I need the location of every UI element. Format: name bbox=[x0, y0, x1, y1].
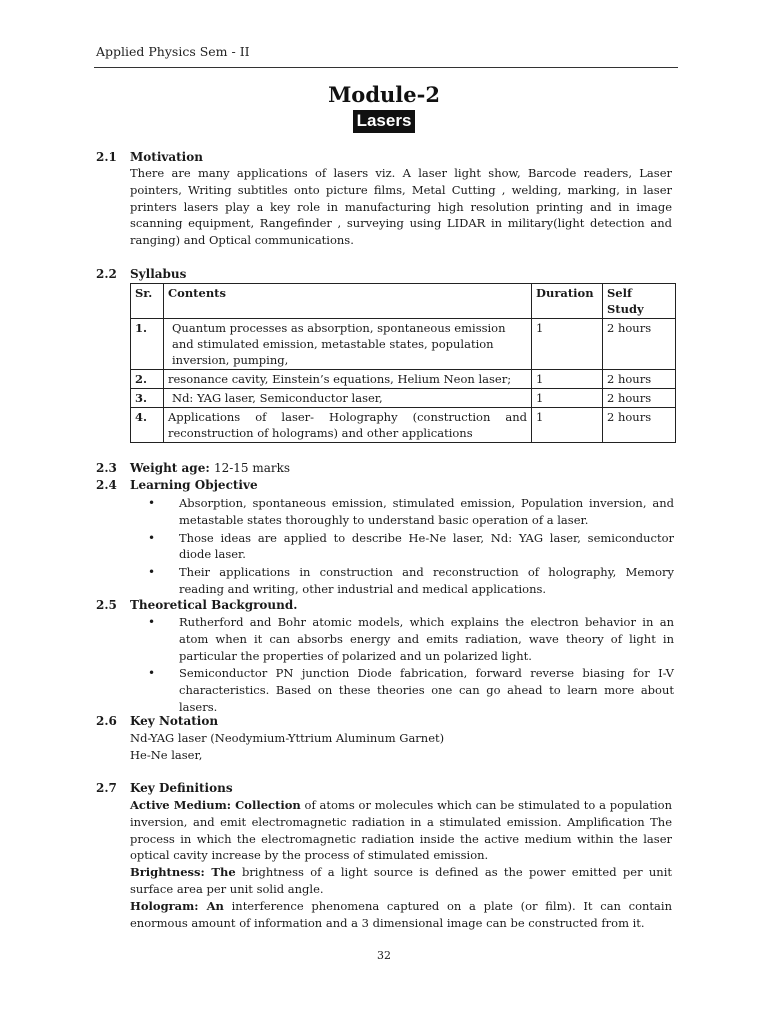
table-cell-sr: 3. bbox=[131, 389, 164, 408]
section-number: 2.4 bbox=[96, 478, 117, 492]
list-item bbox=[130, 564, 674, 598]
list-item bbox=[130, 665, 674, 715]
definitions-block bbox=[130, 797, 672, 931]
definition-text: brightness of a light source is defined as the power emitted per unit surface area per unit solid angle. bbox=[130, 865, 672, 896]
module-title: Module-2 bbox=[328, 82, 440, 107]
section-title-motivation: Motivation bbox=[130, 150, 203, 164]
bullet-icon: • bbox=[148, 496, 156, 510]
table-cell-sr: 2. bbox=[131, 370, 164, 389]
table-header: Sr. bbox=[131, 284, 164, 319]
list-item-text: Rutherford and Bohr atomic models, which explains the electron behavior in an atom when it can absorbs energy and emits radiation, wave theory of light in particular the properties of polarized and un polarized light. bbox=[179, 615, 674, 663]
page-number: 32 bbox=[377, 949, 391, 962]
table-cell-duration: 1 bbox=[532, 319, 603, 370]
section-number: 2.7 bbox=[96, 781, 117, 795]
section-number: 2.6 bbox=[96, 714, 117, 728]
chapter-banner: Lasers bbox=[353, 110, 416, 133]
section-number: 2.2 bbox=[96, 267, 117, 281]
section-number: 2.1 bbox=[96, 150, 117, 164]
table-cell-duration: 1 bbox=[532, 389, 603, 408]
weightage-label: Weight age: bbox=[130, 461, 210, 475]
section-weightage bbox=[130, 461, 290, 475]
section-number: 2.5 bbox=[96, 598, 117, 612]
list-item bbox=[130, 530, 674, 564]
table-row bbox=[131, 370, 676, 389]
table-header: Duration bbox=[532, 284, 603, 319]
definition-text: interference phenomena captured on a plate (or film). It can contain enormous amount of information and a 3 dimensional image can be constructed from it. bbox=[130, 898, 672, 930]
table-header: Self Study bbox=[603, 284, 676, 319]
table-cell-sr: 1. bbox=[131, 319, 164, 370]
table-cell-contents: Applications of laser- Holography (construction and reconstruction of holograms) and other applications bbox=[164, 408, 532, 443]
section-title-syllabus: Syllabus bbox=[130, 267, 187, 281]
syllabus-table bbox=[130, 283, 676, 443]
section-title-key-notation: Key Notation bbox=[130, 714, 219, 728]
learning-objective-list bbox=[130, 495, 674, 599]
table-cell-self-study: 2 hours bbox=[603, 408, 676, 443]
bullet-icon: • bbox=[148, 565, 156, 580]
table-row bbox=[131, 389, 676, 408]
notation-line: Nd-YAG laser (Neodymium-Yttrium Aluminum Garnet) bbox=[130, 731, 445, 745]
table-cell-self-study: 2 hours bbox=[603, 389, 676, 408]
motivation-text: There are many applications of lasers viz. A laser light show, Barcode readers, Laser pointers, Writing subtitles onto picture films, Metal Cutting , welding, marking, in laser printers lasers play a key role in manufacturing high resolution printing and in image scanning equipment, Rangefinder , surveying using LIDAR in military(light detection and ranging) and Optical communications. bbox=[130, 166, 672, 248]
list-item bbox=[130, 614, 674, 664]
weightage-value: 12-15 marks bbox=[213, 461, 291, 475]
chapter-banner-wrap bbox=[0, 110, 768, 133]
bullet-icon: • bbox=[148, 666, 156, 681]
definition-term: Brightness: The bbox=[130, 865, 236, 880]
bullet-icon: • bbox=[148, 615, 156, 629]
table-header: Contents bbox=[164, 284, 532, 319]
list-item-text: Absorption, spontaneous emission, stimulated emission, Population inversion, and metastable states thoroughly to understand basic operation of a laser. bbox=[179, 496, 674, 527]
section-title-theoretical-background: Theoretical Background. bbox=[130, 598, 298, 612]
header-rule bbox=[94, 67, 678, 68]
definition-item bbox=[130, 864, 672, 898]
definition-item bbox=[130, 898, 672, 932]
section-title-key-definitions: Key Definitions bbox=[130, 781, 233, 795]
list-item-text: Their applications in construction and reconstruction of holography, Memory reading and writing, other industrial and medical applications. bbox=[179, 565, 674, 596]
table-row bbox=[131, 408, 676, 443]
table-cell-sr: 4. bbox=[131, 408, 164, 443]
table-cell-contents: resonance cavity, Einstein’s equations, Helium Neon laser; bbox=[164, 370, 532, 389]
definition-term: Hologram: An bbox=[130, 898, 224, 913]
table-cell-duration: 1 bbox=[532, 370, 603, 389]
table-row bbox=[131, 319, 676, 370]
table-cell-self-study: 2 hours bbox=[603, 370, 676, 389]
list-item-text: Those ideas are applied to describe He-Ne laser, Nd: YAG laser, semiconductor diode laser. bbox=[179, 530, 674, 562]
section-title-learning-objective: Learning Objective bbox=[130, 478, 258, 492]
table-cell-contents: Quantum processes as absorption, spontaneous emission and stimulated emission, metastable states, population inversion, pumping, bbox=[164, 319, 532, 370]
table-cell-duration: 1 bbox=[532, 408, 603, 443]
list-item bbox=[130, 495, 674, 529]
definition-term: Active Medium: Collection bbox=[130, 798, 301, 812]
definition-item bbox=[130, 797, 672, 864]
list-item-text: Semiconductor PN junction Diode fabrication, forward reverse biasing for I-V characteristics. Based on these theories one can go ahead to learn more about lasers. bbox=[179, 666, 674, 714]
running-header: Applied Physics Sem - II bbox=[96, 44, 250, 59]
table-cell-contents: Nd: YAG laser, Semiconductor laser, bbox=[164, 389, 532, 408]
section-number: 2.3 bbox=[96, 461, 117, 475]
theoretical-background-list bbox=[130, 614, 674, 717]
definition-text: of atoms or molecules which can be stimulated to a population inversion, and emit electromagnetic radiation in a stimulated emission. Amplification The process in which the electromagnetic radiation inside the active medium within the laser optical cavity increase by the process of stimulated emission. bbox=[130, 798, 672, 863]
table-header-row bbox=[131, 284, 676, 319]
notation-line: He-Ne laser, bbox=[130, 748, 203, 762]
bullet-icon: • bbox=[148, 530, 156, 545]
table-cell-self-study: 2 hours bbox=[603, 319, 676, 370]
